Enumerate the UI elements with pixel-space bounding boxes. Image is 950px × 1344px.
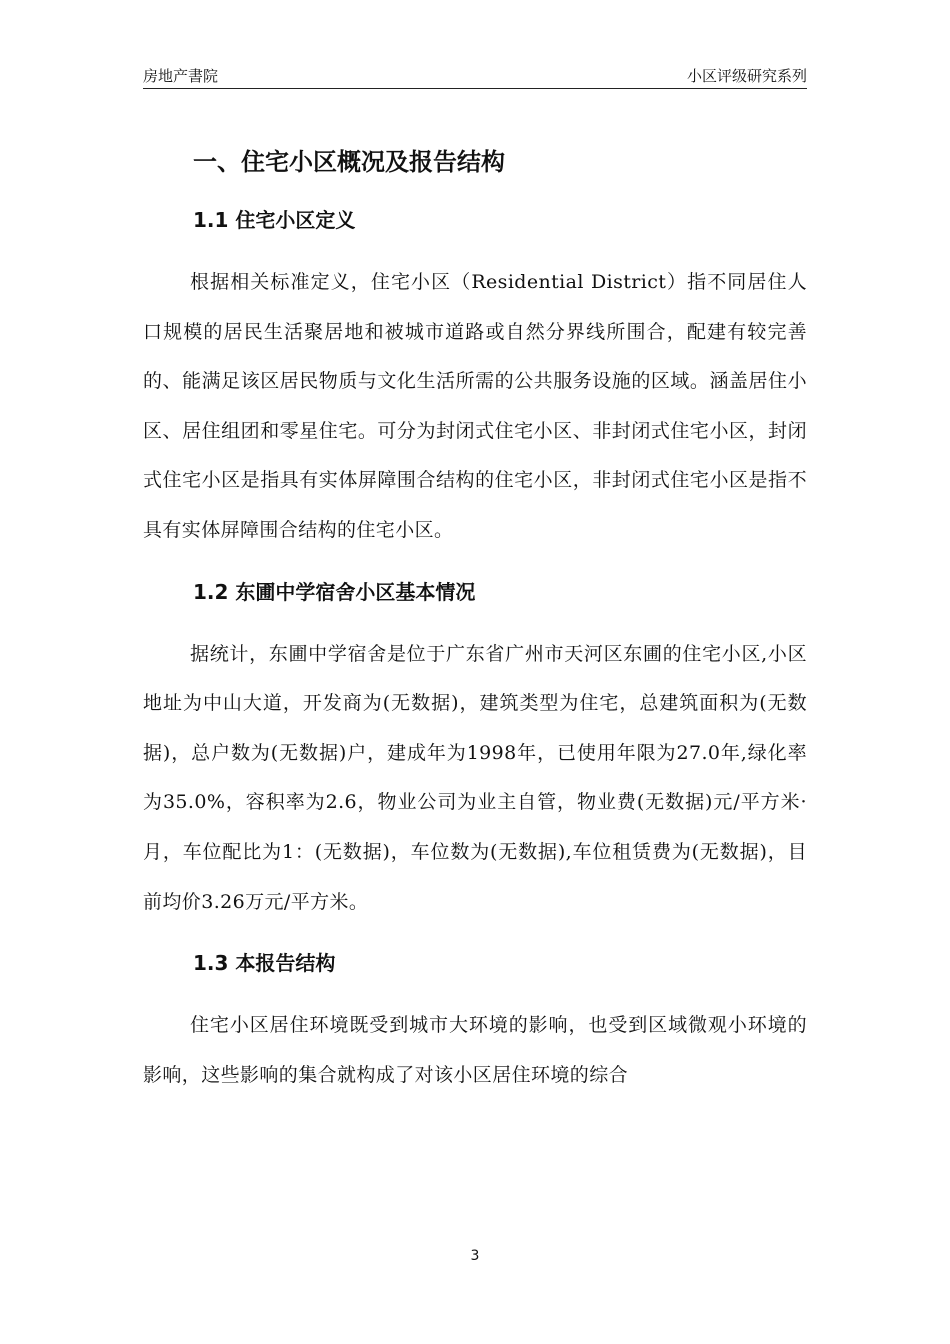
document-body	[143, 140, 807, 1116]
header-publisher: 房地产書院	[143, 67, 219, 85]
header-series-title: 小区评级研究系列	[686, 67, 807, 85]
paragraph-definition: 根据相关标准定义，住宅小区（Residential District）指不同居住人口规模的居民生活聚居地和被城市道路或自然分界线所围合，配建有较完善的、能满足该区居民物质与文化生活所需的公共服务设施的区域。涵盖居住小区、居住组团和零星住宅。可分为封闭式住宅小区、非封闭式住宅小区，封闭式住宅小区是指具有实体屏障围合结构的住宅小区，非封闭式住宅小区是指不具有实体屏障围合结构的住宅小区。	[143, 271, 807, 541]
subsection-title-report-structure: 1.3 本报告结构	[193, 951, 336, 976]
subsection-title-basic-info: 1.2 东圃中学宿舍小区基本情况	[193, 579, 476, 604]
page-header	[143, 66, 807, 89]
paragraph-report-structure: 住宅小区居住环境既受到城市大环境的影响，也受到区域微观小环境的影响，这些影响的集合就构成了对该小区居住环境的综合	[143, 1014, 807, 1086]
section-title: 一、住宅小区概况及报告结构	[193, 148, 505, 176]
subsection-title-definition: 1.1 住宅小区定义	[193, 208, 356, 232]
paragraph-basic-info: 据统计，东圃中学宿舍是位于广东省广州市天河区东圃的住宅小区,小区地址为中山大道，开发商为(无数据)，建筑类型为住宅，总建筑面积为(无数据)，总户数为(无数据)户，建成年为1998年，已使用年限为27.0年,绿化率为35.0%，容积率为2.6，物业公司为业主自管，物业费(无数据)元/平方米·月，车位配比为1：(无数据)，车位数为(无数据),车位租赁费为(无数据)，目前均价3.26万元/平方米。	[143, 642, 807, 913]
page-number: 3	[470, 1248, 480, 1264]
